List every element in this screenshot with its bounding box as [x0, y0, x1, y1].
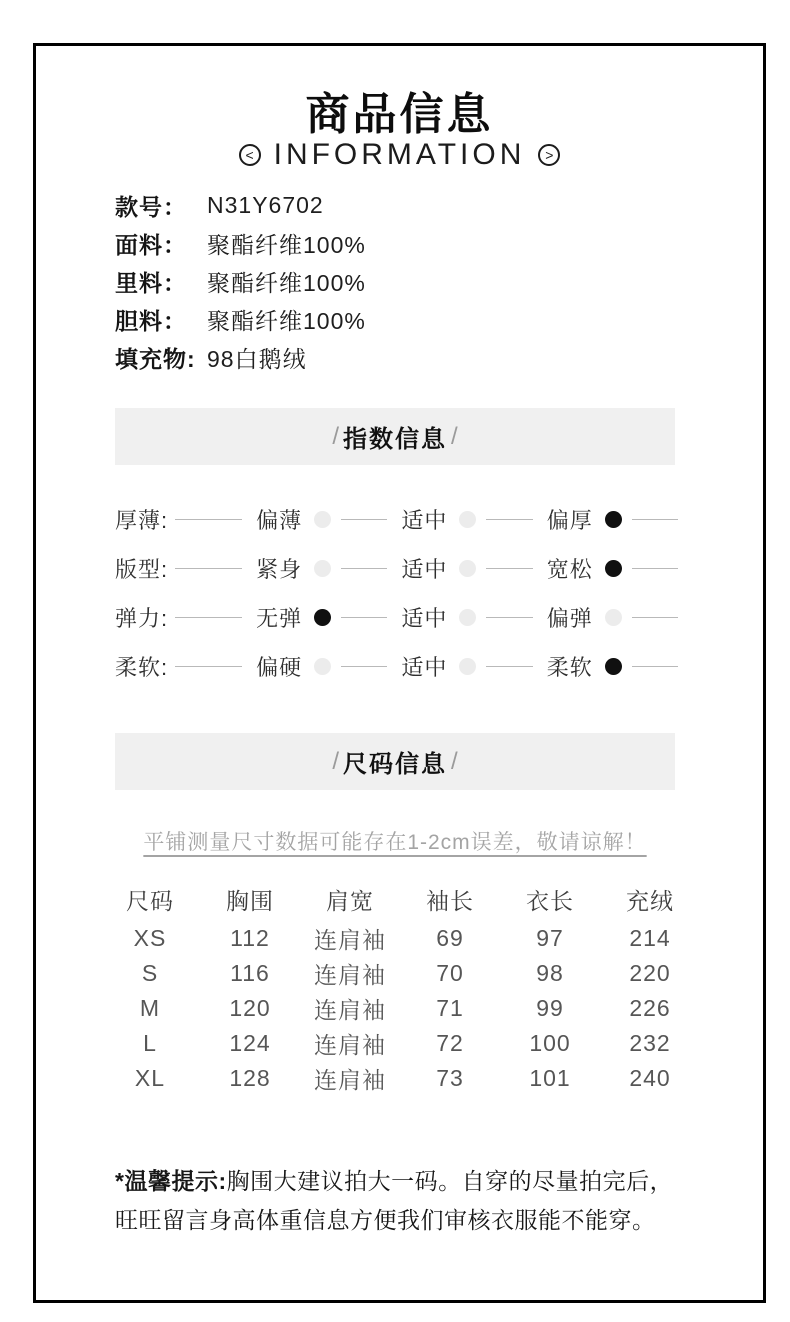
- size-info-heading: [115, 733, 675, 790]
- subtitle-text: INFORMATION: [273, 138, 526, 171]
- unselected-dot: [459, 609, 476, 626]
- size-table-cell: M: [139, 995, 161, 1021]
- size-measure-note: 平铺测量尺寸数据可能存在1-2cm误差，敬请谅解！: [143, 831, 647, 854]
- size-table-cell: 101: [529, 1065, 571, 1091]
- size-table-cell: XS: [133, 925, 167, 951]
- slider-option-label: 偏薄: [256, 508, 303, 533]
- size-table-cell: 73: [436, 1065, 464, 1091]
- selected-dot: [605, 658, 622, 675]
- size-table-cell: 232: [629, 1030, 671, 1056]
- detail-label: 填充物:: [115, 345, 196, 372]
- unselected-dot: [314, 511, 331, 528]
- heading-slash: /: [332, 422, 339, 450]
- size-table-row: [100, 956, 700, 991]
- slider-line: [632, 568, 678, 569]
- size-table-cell: 128: [229, 1065, 271, 1091]
- heading-slash: /: [451, 747, 458, 775]
- slider-option-label: 偏硬: [256, 655, 303, 680]
- index-slider-row: [115, 495, 678, 544]
- size-table-cell: 112: [230, 925, 270, 951]
- size-info-heading-text: 尺码信息: [343, 751, 447, 778]
- heading-slash: /: [332, 747, 339, 775]
- slider-line: [486, 617, 532, 618]
- unselected-dot: [314, 658, 331, 675]
- slider-track: [175, 504, 678, 535]
- size-table-header-cell: 尺码: [126, 887, 174, 914]
- footer-warm-tip-prefix: *温馨提示:: [115, 1168, 227, 1194]
- slider-line: [632, 666, 678, 667]
- size-table-header-cell: 充绒: [626, 887, 674, 914]
- size-table-header-row: [100, 877, 700, 921]
- slider-line: [486, 519, 532, 520]
- chevron-left-circle-icon: <: [239, 144, 261, 166]
- size-table-header-cell: 袖长: [426, 887, 474, 914]
- detail-row: [115, 224, 366, 262]
- index-slider-row: [115, 642, 678, 691]
- slider-option-label: 宽松: [546, 557, 593, 582]
- index-slider-row: [115, 544, 678, 593]
- size-table: [100, 877, 700, 1096]
- footer-warm-tip: [115, 1162, 681, 1240]
- size-table-cell: XL: [134, 1065, 166, 1091]
- slider-line: [175, 519, 242, 520]
- slider-track: [175, 602, 678, 633]
- size-table-cell: 连肩袖: [314, 997, 386, 1023]
- size-table-cell: 240: [629, 1065, 671, 1091]
- size-table-cell: 71: [436, 995, 464, 1021]
- size-table-header-cell: 肩宽: [326, 887, 374, 914]
- unselected-dot: [459, 511, 476, 528]
- slider-row-label: 柔软:: [115, 655, 169, 680]
- slider-track: [175, 553, 678, 584]
- size-table-cell: 72: [436, 1030, 464, 1056]
- chevron-right-circle-icon: >: [538, 144, 560, 166]
- detail-row: [115, 186, 366, 224]
- unselected-dot: [605, 609, 622, 626]
- slider-option-label: 适中: [401, 655, 448, 680]
- slider-option-label: 紧身: [256, 557, 303, 582]
- index-sliders: [115, 495, 678, 691]
- size-table-cell: 100: [529, 1030, 571, 1056]
- detail-row: [115, 262, 366, 300]
- size-table-row: [100, 921, 700, 956]
- size-table-cell: 124: [229, 1030, 271, 1056]
- slider-option-label: 偏厚: [546, 508, 593, 533]
- slider-track: [175, 651, 678, 682]
- size-table-cell: 97: [536, 925, 564, 951]
- slider-line: [632, 617, 678, 618]
- detail-value: 98白鹅绒: [207, 345, 307, 372]
- slider-line: [341, 617, 387, 618]
- index-info-heading-text: 指数信息: [343, 426, 447, 453]
- slider-line: [341, 666, 387, 667]
- detail-label: 款号：: [115, 193, 187, 220]
- slider-line: [175, 617, 242, 618]
- detail-row: [115, 300, 366, 338]
- size-table-cell: L: [143, 1030, 157, 1056]
- slider-option-label: 偏弹: [546, 606, 593, 631]
- size-table-row: [100, 1061, 700, 1096]
- slider-option-label: 无弹: [256, 606, 303, 631]
- detail-label: 里料：: [115, 269, 187, 296]
- detail-value: 聚酯纤维100%: [207, 269, 366, 296]
- size-table-cell: 69: [436, 925, 464, 951]
- size-table-cell: 70: [436, 960, 464, 986]
- detail-label: 面料：: [115, 231, 187, 258]
- size-table-cell: S: [141, 960, 159, 986]
- product-details: [115, 186, 366, 376]
- size-table-cell: 连肩袖: [314, 962, 386, 988]
- size-table-row: [100, 1026, 700, 1061]
- size-table-cell: 120: [229, 995, 271, 1021]
- slider-option-label: 柔软: [546, 655, 593, 680]
- size-table-cell: 连肩袖: [314, 927, 386, 953]
- unselected-dot: [459, 560, 476, 577]
- page-subtitle: [33, 138, 766, 172]
- slider-line: [486, 568, 532, 569]
- slider-line: [175, 568, 242, 569]
- selected-dot: [605, 560, 622, 577]
- size-table-cell: 99: [536, 995, 564, 1021]
- slider-line: [341, 519, 387, 520]
- size-table-cell: 116: [230, 960, 270, 986]
- size-table-cell: 98: [536, 960, 564, 986]
- detail-value: 聚酯纤维100%: [207, 231, 366, 258]
- slider-row-label: 弹力:: [115, 606, 169, 631]
- unselected-dot: [459, 658, 476, 675]
- heading-slash: /: [451, 422, 458, 450]
- detail-value: 聚酯纤维100%: [207, 307, 366, 334]
- slider-option-label: 适中: [401, 557, 448, 582]
- slider-row-label: 版型:: [115, 557, 169, 582]
- size-table-cell: 连肩袖: [314, 1067, 386, 1093]
- size-table-cell: 220: [629, 960, 671, 986]
- footer-warm-tip-text: 胸围大建议拍大一码。自穿的尽量拍完后，旺旺留言身高体重信息方便我们审核衣服能不能穿。: [115, 1168, 674, 1233]
- detail-value: N31Y6702: [207, 191, 324, 218]
- size-table-row: [100, 991, 700, 1026]
- detail-label: 胆料：: [115, 307, 187, 334]
- slider-row-label: 厚薄:: [115, 508, 169, 533]
- detail-row: [115, 338, 366, 376]
- slider-option-label: 适中: [401, 606, 448, 631]
- index-slider-row: [115, 593, 678, 642]
- page-title: 商品信息: [305, 90, 494, 139]
- index-info-heading: [115, 408, 675, 465]
- size-table-cell: 214: [629, 925, 671, 951]
- slider-line: [341, 568, 387, 569]
- slider-option-label: 适中: [401, 508, 448, 533]
- size-table-header-cell: 衣长: [526, 887, 574, 914]
- unselected-dot: [314, 560, 331, 577]
- slider-line: [486, 666, 532, 667]
- selected-dot: [605, 511, 622, 528]
- slider-line: [175, 666, 242, 667]
- size-table-header-cell: 胸围: [226, 887, 274, 914]
- size-table-cell: 226: [629, 995, 671, 1021]
- size-table-cell: 连肩袖: [314, 1032, 386, 1058]
- selected-dot: [314, 609, 331, 626]
- slider-line: [632, 519, 678, 520]
